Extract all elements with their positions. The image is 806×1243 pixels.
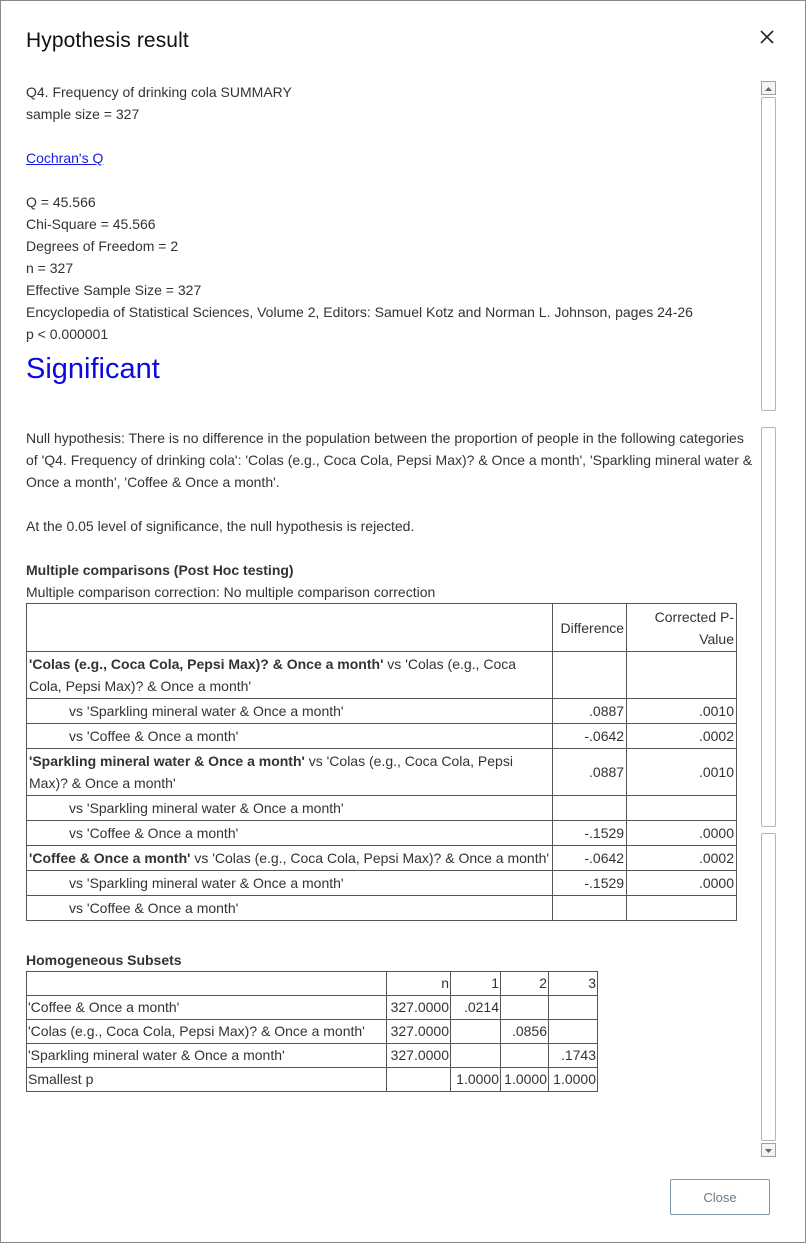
column-header: 2	[501, 972, 549, 996]
reference-line: Encyclopedia of Statistical Sciences, Volume 2, Editors: Samuel Kotz and Norman L. Johnson, pages 24-26	[26, 304, 693, 320]
value-cell: .0214	[451, 996, 501, 1020]
homogeneous-subsets-table	[26, 971, 598, 1092]
significance-result: Significant	[26, 353, 160, 385]
comparison-label-cell: vs 'Sparkling mineral water & Once a month'	[27, 871, 553, 896]
p-value-cell: .0002	[627, 724, 737, 749]
difference-cell: -.1529	[553, 821, 627, 846]
scrollbar-track-segment[interactable]	[761, 427, 776, 827]
table-row	[27, 1068, 598, 1092]
homogeneous-subsets-heading: Homogeneous Subsets	[26, 952, 182, 968]
stat-line: Q = 45.566	[26, 194, 96, 210]
correction-note: Multiple comparison correction: No multiple comparison correction	[26, 584, 436, 600]
table-row	[27, 699, 737, 724]
value-cell: 327.0000	[387, 1020, 451, 1044]
scrollbar-track-segment[interactable]	[761, 833, 776, 1141]
sample-size: sample size = 327	[26, 106, 140, 122]
table-row	[27, 896, 737, 921]
vs-separator: vs	[190, 850, 213, 866]
p-value-cell: .0010	[627, 699, 737, 724]
value-cell: .0856	[501, 1020, 549, 1044]
p-value-cell: .0002	[627, 846, 737, 871]
table-header-row	[27, 604, 737, 652]
comparison-label-cell: vs 'Coffee & Once a month'	[27, 896, 553, 921]
difference-cell	[553, 796, 627, 821]
difference-cell: .0887	[553, 749, 627, 796]
difference-cell: -.0642	[553, 846, 627, 871]
conclusion: At the 0.05 level of significance, the null hypothesis is rejected.	[26, 518, 415, 534]
vs-separator: vs	[383, 656, 406, 672]
difference-cell: -.1529	[553, 871, 627, 896]
stat-line: Degrees of Freedom = 2	[26, 238, 179, 254]
column-header-corrected-p: Corrected P-Value	[627, 604, 737, 652]
difference-cell	[553, 652, 627, 699]
comparison-target: 'Colas (e.g., Coca Cola, Pepsi Max)? & Once a month'	[212, 850, 550, 866]
p-value-cell: .0010	[627, 749, 737, 796]
row-label-cell: 'Coffee & Once a month'	[27, 996, 387, 1020]
group-name: 'Coffee & Once a month'	[29, 850, 191, 866]
stat-line: Chi-Square = 45.566	[26, 216, 156, 232]
difference-cell: .0887	[553, 699, 627, 724]
column-header: 3	[549, 972, 598, 996]
comparison-label-cell: vs 'Coffee & Once a month'	[27, 821, 553, 846]
value-cell: .1743	[549, 1044, 598, 1068]
value-cell: 327.0000	[387, 996, 451, 1020]
group-header-cell	[27, 846, 553, 871]
vs-separator: vs	[304, 753, 327, 769]
row-label-cell: Smallest p	[27, 1068, 387, 1092]
result-content	[26, 81, 754, 1161]
vertical-scrollbar[interactable]	[761, 81, 776, 1157]
close-icon[interactable]	[755, 25, 779, 49]
value-cell	[451, 1044, 501, 1068]
comparison-target: 'Colas (e.g., Coca Cola, Pepsi Max)? & Once a month'	[29, 656, 517, 694]
difference-cell: -.0642	[553, 724, 627, 749]
comparison-label-cell: vs 'Coffee & Once a month'	[27, 724, 553, 749]
table-row	[27, 652, 737, 699]
value-cell: 327.0000	[387, 1044, 451, 1068]
p-value-cell	[627, 896, 737, 921]
p-value-line: p < 0.000001	[26, 326, 109, 342]
summary-heading: Q4. Frequency of drinking cola SUMMARY	[26, 84, 292, 100]
column-header: n	[387, 972, 451, 996]
null-hypothesis: Null hypothesis: There is no difference in the population between the proportion of people in the following categories of 'Q4. Frequency of drinking cola': 'Colas (e.g., Coca Cola, Pepsi Max)? & Once a month', 'Sparkling mineral water & Once a month', 'Coffee & Once a month'.	[26, 430, 753, 490]
group-name: 'Colas (e.g., Coca Cola, Pepsi Max)? & Once a month'	[29, 656, 384, 672]
scrollbar-thumb[interactable]	[761, 97, 776, 411]
stat-line: n = 327	[26, 260, 74, 276]
multiple-comparisons-table	[26, 603, 737, 921]
row-label-cell: 'Colas (e.g., Coca Cola, Pepsi Max)? & Once a month'	[27, 1020, 387, 1044]
scroll-up-button[interactable]	[761, 81, 776, 95]
column-header	[27, 972, 387, 996]
value-cell	[501, 996, 549, 1020]
comparison-target: 'Colas (e.g., Coca Cola, Pepsi Max)? & Once a month'	[29, 753, 513, 791]
table-row	[27, 1020, 598, 1044]
table-row	[27, 996, 598, 1020]
column-header: 1	[451, 972, 501, 996]
scroll-down-button[interactable]	[761, 1143, 776, 1157]
comparison-label-cell: vs 'Sparkling mineral water & Once a month'	[27, 796, 553, 821]
value-cell: 1.0000	[501, 1068, 549, 1092]
value-cell	[501, 1044, 549, 1068]
value-cell	[451, 1020, 501, 1044]
value-cell: 1.0000	[451, 1068, 501, 1092]
stat-line: Effective Sample Size = 327	[26, 282, 202, 298]
p-value-cell	[627, 652, 737, 699]
value-cell	[549, 1020, 598, 1044]
comparison-label-cell: vs 'Sparkling mineral water & Once a month'	[27, 699, 553, 724]
p-value-cell: .0000	[627, 871, 737, 896]
group-header-cell	[27, 652, 553, 699]
table-row	[27, 796, 737, 821]
table-row	[27, 846, 737, 871]
table-row	[27, 871, 737, 896]
p-value-cell: .0000	[627, 821, 737, 846]
value-cell	[387, 1068, 451, 1092]
value-cell	[549, 996, 598, 1020]
table-header-row	[27, 972, 598, 996]
table-row	[27, 749, 737, 796]
dialog-title: Hypothesis result	[26, 29, 189, 52]
close-button[interactable]: Close	[670, 1179, 770, 1215]
group-header-cell	[27, 749, 553, 796]
difference-cell	[553, 896, 627, 921]
multiple-comparisons-heading: Multiple comparisons (Post Hoc testing)	[26, 562, 294, 578]
cochrans-q-link[interactable]: Cochran's Q	[26, 150, 104, 166]
p-value-cell	[627, 796, 737, 821]
table-row	[27, 821, 737, 846]
table-row	[27, 724, 737, 749]
row-label-cell: 'Sparkling mineral water & Once a month'	[27, 1044, 387, 1068]
table-row	[27, 1044, 598, 1068]
value-cell: 1.0000	[549, 1068, 598, 1092]
column-header-difference: Difference	[553, 604, 627, 652]
group-name: 'Sparkling mineral water & Once a month'	[29, 753, 305, 769]
